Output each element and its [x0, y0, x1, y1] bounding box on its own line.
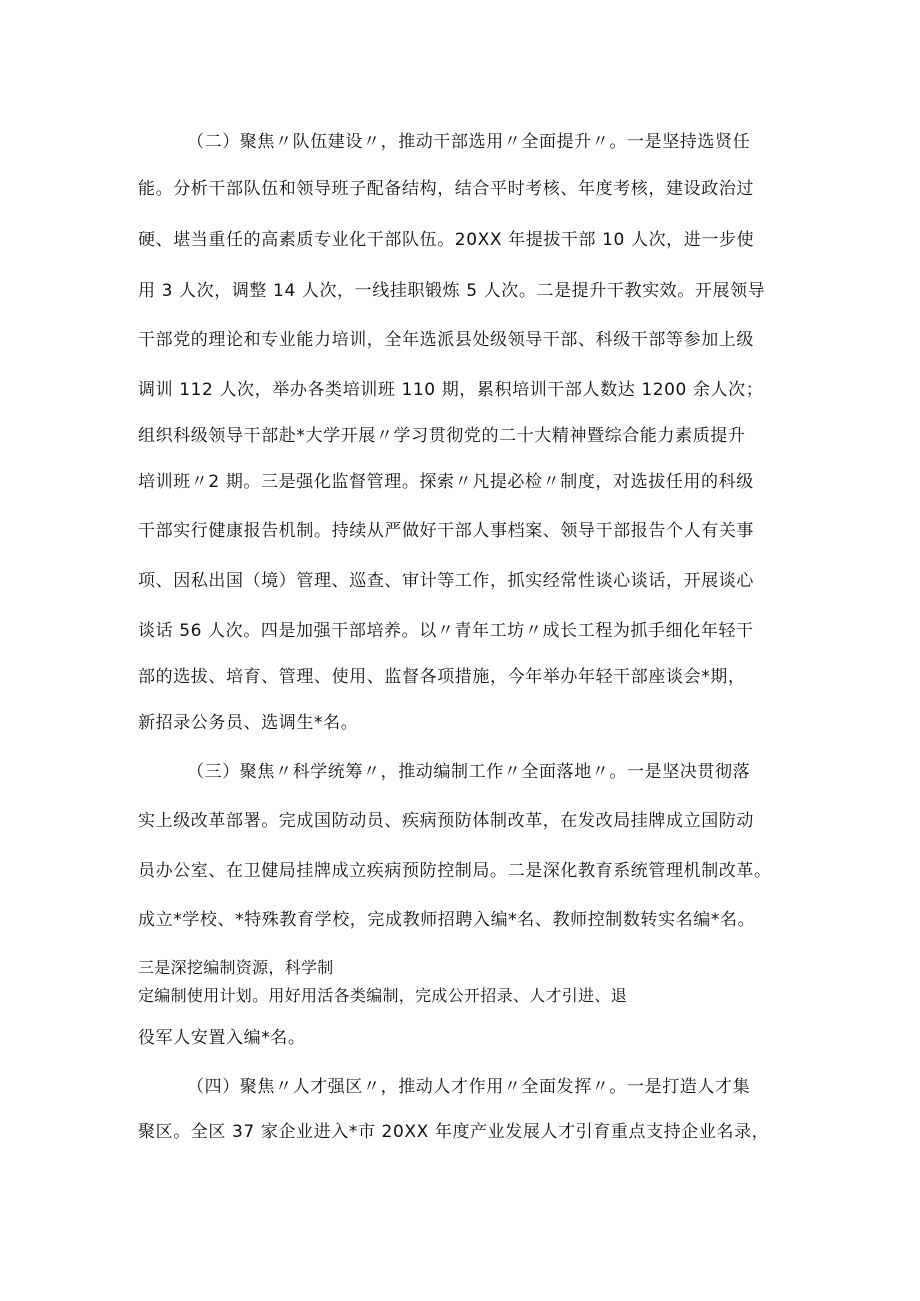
text-line: 谈话 56 人次。四是加强干部培养。以〃青年工坊〃成长工程为抓手细化年轻干: [138, 621, 754, 641]
text-line: 组织科级领导干部赴*大学开展〃学习贯彻党的二十大精神暨综合能力素质提升: [138, 426, 746, 446]
text-line: （四）聚焦〃人才强区〃，推动人才作用〃全面发挥〃。一是打造人才集: [187, 1077, 751, 1097]
text-line: 定编制使用计划。用好用活各类编制，完成公开招录、人才引进、退: [138, 986, 628, 1005]
text-line: （二）聚焦〃队伍建设〃，推动干部选用〃全面提升〃。一是坚持选贤任: [187, 132, 751, 152]
text-line: 项、因私出国（境）管理、巡查、审计等工作，抓实经常性谈心谈话，开展谈心: [138, 571, 754, 591]
text-line: 培训班〃2 期。三是强化监督管理。探索〃凡提必检〃制度，对选拔任用的科级: [138, 472, 754, 492]
text-line: 员办公室、在卫健局挂牌成立疾病预防控制局。二是深化教育系统管理机制改革。: [138, 861, 772, 881]
text-line: 三是深挖编制资源，科学制: [138, 958, 334, 977]
text-line: 能。分析干部队伍和领导班子配备结构，结合平时考核、年度考核，建设政治过: [138, 179, 754, 199]
text-line: 干部党的理论和专业能力培训，全年选派县处级领导干部、科级干部等参加上级: [138, 330, 754, 350]
text-line: 用 3 人次，调整 14 人次，一线挂职锻炼 5 人次。二是提升干教实效。开展领导: [138, 281, 766, 301]
text-line: 聚区。全区 37 家企业进入*市 20XX 年度产业发展人才引育重点支持企业名录，: [138, 1122, 770, 1142]
text-line: （三）聚焦〃科学统筹〃，推动编制工作〃全面落地〃。一是坚决贯彻落: [187, 762, 751, 782]
text-line: 实上级改革部署。完成国防动员、疾病预防体制改革，在发改局挂牌成立国防动: [138, 811, 754, 831]
text-line: 干部实行健康报告机制。持续从严做好干部人事档案、领导干部报告个人有关事: [138, 521, 754, 541]
text-line: 硬、堪当重任的高素质专业化干部队伍。20XX 年提拔干部 10 人次，进一步使: [138, 230, 755, 250]
text-line: 调训 112 人次，举办各类培训班 110 期，累积培训干部人数达 1200 余人次；: [138, 380, 764, 400]
text-line: 成立*学校、*特殊教育学校，完成教师招聘入编*名、教师控制数转实名编*名。: [138, 910, 756, 930]
text-line: 役军人安置入编*名。: [138, 1028, 306, 1048]
text-line: 部的选拔、培育、管理、使用、监督各项措施，今年举办年轻干部座谈会*期，: [138, 667, 746, 687]
text-line: 新招录公务员、选调生*名。: [138, 713, 359, 733]
